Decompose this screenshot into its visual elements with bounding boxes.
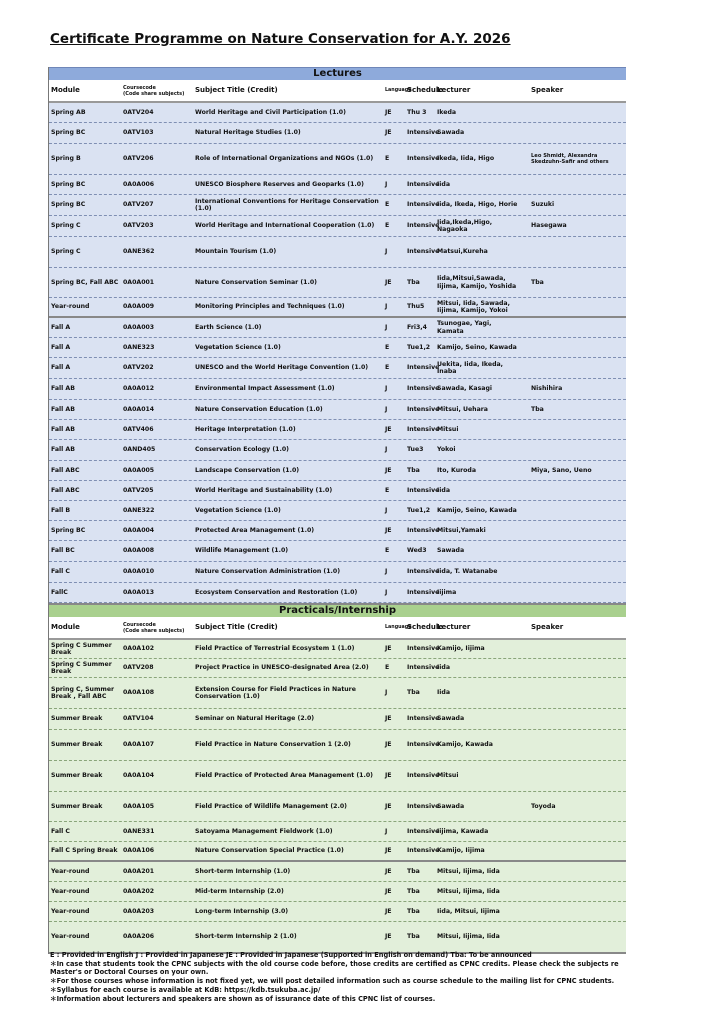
cell-language: JE xyxy=(385,645,392,653)
cell-schedule: Tue1,2 xyxy=(407,343,431,351)
cell-lecturer: Ito, Kuroda xyxy=(437,466,477,474)
cell-code: 0A0A005 xyxy=(123,466,155,474)
cell-language: J xyxy=(385,506,388,514)
cell-code: 0A0A104 xyxy=(123,772,155,780)
col-coursecode: Coursecode (Code share subjects) xyxy=(123,84,185,97)
cell-module: Year-round xyxy=(51,303,90,311)
cell-schedule: Intensive xyxy=(407,155,440,163)
cell-code: 0ATV205 xyxy=(123,486,154,494)
cell-language: E xyxy=(385,486,390,494)
cell-schedule: Thu 3 xyxy=(407,108,427,116)
cell-module: Fall AB xyxy=(51,446,75,454)
cell-language: JE xyxy=(385,933,392,941)
cell-language: JE xyxy=(385,887,392,895)
cell-subject: Mountain Tourism (1.0) xyxy=(195,248,277,256)
cell-lecturer: Mitsui xyxy=(437,772,459,780)
cell-code: 0ATV202 xyxy=(123,364,154,372)
cell-code: 0A0A106 xyxy=(123,847,155,855)
cell-lecturer: Kamijo, Seino, Kawada xyxy=(437,506,517,514)
cell-language: E xyxy=(385,155,390,163)
cell-language: J xyxy=(385,588,388,596)
cell-language: JE xyxy=(385,108,392,116)
cell-module: Fall C xyxy=(51,568,70,576)
cell-module: Year-round xyxy=(51,907,90,915)
cell-language: J xyxy=(385,405,388,413)
cell-lecturer: Iijima xyxy=(437,588,457,596)
cell-language: JE xyxy=(385,867,392,875)
cell-subject: Project Practice in UNESCO-designated Area (2.0) xyxy=(195,664,369,672)
cell-lecturer: Iida, Mitsui, Iijima xyxy=(437,907,500,915)
cell-lecturer: Matsui,Kureha xyxy=(437,248,488,256)
cell-schedule: Intensive xyxy=(407,385,440,393)
cell-module: Fall ABC xyxy=(51,486,80,494)
cell-module: Spring C xyxy=(51,222,81,230)
cell-subject: Field Practice in Nature Conservation 1 (2.0) xyxy=(195,741,351,749)
cell-schedule: Intensive xyxy=(407,568,440,576)
cell-lecturer: Iida xyxy=(437,689,451,697)
cell-code: 0ANE331 xyxy=(123,827,155,835)
cell-schedule: Tba xyxy=(407,907,420,915)
table-row xyxy=(49,659,626,678)
cell-language: J xyxy=(385,303,388,311)
table-row xyxy=(49,730,626,761)
cell-schedule: Tba xyxy=(407,689,420,697)
cell-subject: Field Practice of Wildlife Management (2.0) xyxy=(195,802,347,810)
cell-schedule: Tba xyxy=(407,887,420,895)
cell-schedule: Intensive xyxy=(407,664,440,672)
cell-module: Spring C xyxy=(51,248,81,256)
cell-lecturer: Tsunogae, Yagi, Kamata xyxy=(437,320,492,335)
cell-subject: World Heritage and Civil Participation (1.0) xyxy=(195,108,346,116)
cell-schedule: Tue3 xyxy=(407,446,424,454)
cell-code: 0A0A001 xyxy=(123,278,155,286)
cell-schedule: Intensive xyxy=(407,526,440,534)
lectures-column-header xyxy=(49,80,626,103)
cell-subject: Satoyama Management Fieldwork (1.0) xyxy=(195,827,333,835)
cell-code: 0A0A003 xyxy=(123,323,155,331)
cell-language: J xyxy=(385,180,388,188)
col-speaker: Speaker xyxy=(531,85,564,94)
cell-subject: International Conventions for Heritage Conservation (1.0) xyxy=(195,197,379,212)
cell-module: Fall BC xyxy=(51,547,75,555)
cell-code: 0ATV204 xyxy=(123,108,154,116)
cell-subject: Short-term Internship 2 (1.0) xyxy=(195,933,297,941)
cell-module: Spring B xyxy=(51,155,81,163)
cell-schedule: Tba xyxy=(407,933,420,941)
cell-subject: Natural Heritage Studies (1.0) xyxy=(195,129,301,137)
cell-schedule: Intensive xyxy=(407,715,440,723)
cell-schedule: Intensive xyxy=(407,847,440,855)
cell-language: JE xyxy=(385,802,392,810)
cell-subject: Mid-term Internship (2.0) xyxy=(195,887,284,895)
cell-code: 0A0A008 xyxy=(123,547,155,555)
cell-subject: Nature Conservation Administration (1.0) xyxy=(195,568,341,576)
cell-subject: Earth Science (1.0) xyxy=(195,323,262,331)
table-row xyxy=(49,922,626,954)
table-row xyxy=(49,882,626,902)
cell-language: J xyxy=(385,323,388,331)
cell-module: Fall A xyxy=(51,343,71,351)
cell-module: Fall AB xyxy=(51,405,75,413)
cell-subject: Seminar on Natural Heritage (2.0) xyxy=(195,715,315,723)
cell-code: 0ATV207 xyxy=(123,201,154,209)
cell-lecturer: Sawada xyxy=(437,715,465,723)
cell-language: J xyxy=(385,446,388,454)
table-row xyxy=(49,541,626,562)
cell-lecturer: Kamijo, Kawada xyxy=(437,741,493,749)
cell-lecturer: Mitsui, Iijima, Iida xyxy=(437,933,500,941)
table-row xyxy=(49,420,626,440)
table-row xyxy=(49,862,626,882)
cell-code: 0ANE322 xyxy=(123,506,155,514)
table-row xyxy=(49,195,626,216)
cell-module: Fall A xyxy=(51,323,71,331)
cell-language: JE xyxy=(385,425,392,433)
practicals-body xyxy=(49,640,626,954)
table-row xyxy=(49,379,626,400)
cell-subject: Wildlife Management (1.0) xyxy=(195,547,289,555)
cell-schedule: Intensive xyxy=(407,588,440,596)
cell-language: JE xyxy=(385,741,392,749)
cell-module: Spring BC, Fall ABC xyxy=(51,278,119,286)
col-lecturer: Lecturer xyxy=(437,85,471,94)
cell-language: E xyxy=(385,664,390,672)
table-row xyxy=(49,400,626,420)
cell-module: Spring BC xyxy=(51,526,86,534)
cell-module: Summer Break xyxy=(51,802,103,810)
cell-lecturer: Yokoi xyxy=(437,446,456,454)
cell-lecturer: Kamijo, Seino, Kawada xyxy=(437,343,517,351)
cell-code: 0ATV206 xyxy=(123,155,154,163)
cell-lecturer: Ikeda xyxy=(437,108,457,116)
cell-lecturer: Sawada xyxy=(437,547,465,555)
cell-subject: Vegetation Science (1.0) xyxy=(195,343,281,351)
cell-lecturer: Iida xyxy=(437,486,451,494)
cell-module: Year-round xyxy=(51,867,90,875)
cell-code: 0A0A004 xyxy=(123,526,155,534)
table-row xyxy=(49,902,626,922)
table-row xyxy=(49,298,626,318)
table-row xyxy=(49,521,626,541)
cell-code: 0A0A102 xyxy=(123,645,155,653)
cell-module: Fall A xyxy=(51,364,71,372)
cell-language: E xyxy=(385,343,390,351)
cell-module: Spring BC xyxy=(51,129,86,137)
table-row xyxy=(49,216,626,237)
table-row xyxy=(49,842,626,862)
cell-lecturer: Iida xyxy=(437,664,451,672)
cell-module: Summer Break xyxy=(51,772,103,780)
cell-schedule: Intensive xyxy=(407,405,440,413)
cell-language: J xyxy=(385,827,388,835)
table-row xyxy=(49,562,626,583)
col-lecturer: Lecturer xyxy=(437,622,471,631)
cell-lecturer: Uekita, Iida, Ikeda, Inaba xyxy=(437,360,504,375)
cell-language: E xyxy=(385,201,390,209)
table-row xyxy=(49,761,626,792)
cell-speaker: Tba xyxy=(531,405,544,413)
cell-code: 0A0A014 xyxy=(123,405,155,413)
cell-code: 0A0A201 xyxy=(123,867,155,875)
course-table xyxy=(48,67,626,954)
cell-subject: Role of International Organizations and NGOs (1.0) xyxy=(195,155,374,163)
col-language: Language xyxy=(385,87,412,93)
cell-lecturer: Mitsui,Yamaki xyxy=(437,526,486,534)
cell-schedule: Fri3,4 xyxy=(407,323,427,331)
cell-speaker: Hasegawa xyxy=(531,222,567,230)
cell-schedule: Intensive xyxy=(407,222,440,230)
cell-module: Fall C Spring Break xyxy=(51,847,118,855)
cell-language: JE xyxy=(385,466,392,474)
cell-subject: Landscape Conservation (1.0) xyxy=(195,466,300,474)
cell-speaker: Leo Shmidt, Alexandra Skedzuhn-Safir and others xyxy=(531,152,609,165)
cell-subject: Heritage Interpretation (1.0) xyxy=(195,425,296,433)
cell-subject: Field Practice of Terrestrial Ecosystem 1 (1.0) xyxy=(195,645,355,653)
cell-schedule: Intensive xyxy=(407,741,440,749)
cell-language: JE xyxy=(385,715,392,723)
table-row xyxy=(49,318,626,338)
table-row xyxy=(49,358,626,379)
col-module: Module xyxy=(51,622,80,631)
table-row xyxy=(49,175,626,195)
lectures-body xyxy=(49,103,626,603)
cell-subject: Conservation Ecology (1.0) xyxy=(195,446,289,454)
cell-lecturer: Sawada xyxy=(437,802,465,810)
table-row xyxy=(49,237,626,268)
cell-module: Fall AB xyxy=(51,385,75,393)
cell-subject: World Heritage and Sustainability (1.0) xyxy=(195,486,333,494)
cell-module: Summer Break xyxy=(51,741,103,749)
cell-code: 0A0A009 xyxy=(123,303,155,311)
table-row xyxy=(49,144,626,175)
cell-lecturer: Sawada xyxy=(437,129,465,137)
cell-lecturer: Iida, Ikeda, Higo, Horie xyxy=(437,201,518,209)
cell-language: J xyxy=(385,689,388,697)
cell-lecturer: Mitsui, Iijima, Iida xyxy=(437,867,500,875)
cell-schedule: Tba xyxy=(407,278,420,286)
cell-code: 0A0A010 xyxy=(123,568,155,576)
cell-code: 0A0A203 xyxy=(123,907,155,915)
cell-code: 0A0A013 xyxy=(123,588,155,596)
cell-schedule: Intensive xyxy=(407,364,440,372)
cell-schedule: Intensive xyxy=(407,772,440,780)
cell-code: 0ANE362 xyxy=(123,248,155,256)
cell-code: 0A0A202 xyxy=(123,887,155,895)
cell-language: JE xyxy=(385,129,392,137)
cell-subject: Environmental Impact Assessment (1.0) xyxy=(195,385,335,393)
cell-schedule: Intensive xyxy=(407,129,440,137)
cell-subject: World Heritage and International Cooperation (1.0) xyxy=(195,222,375,230)
table-row xyxy=(49,501,626,521)
cell-subject: Short-term Internship (1.0) xyxy=(195,867,291,875)
cell-code: 0AND405 xyxy=(123,446,156,454)
cell-schedule: Intensive xyxy=(407,486,440,494)
col-subject: Subject Title (Credit) xyxy=(195,622,278,631)
table-row xyxy=(49,461,626,481)
cell-subject: Long-term Internship (3.0) xyxy=(195,907,289,915)
cell-code: 0A0A006 xyxy=(123,180,155,188)
table-row xyxy=(49,338,626,358)
page-title: Certificate Programme on Nature Conservation for A.Y. 2026 xyxy=(50,31,511,47)
col-coursecode: Coursecode (Code share subjects) xyxy=(123,621,185,634)
table-row xyxy=(49,103,626,123)
col-schedule: Schedule xyxy=(407,622,444,631)
cell-code: 0ATV406 xyxy=(123,425,154,433)
cell-language: JE xyxy=(385,847,392,855)
cell-language: E xyxy=(385,222,390,230)
cell-module: Spring C Summer Break xyxy=(51,660,112,675)
table-row xyxy=(49,583,626,603)
table-row xyxy=(49,440,626,461)
cell-lecturer: Sawada, Kasagi xyxy=(437,385,493,393)
cell-module: Fall C xyxy=(51,827,70,835)
table-row xyxy=(49,268,626,298)
footnote-line: E : Provided in English J : Provided in Japanese JE : Provided in Japanese (Supported in English on demand) Tba: To be announced xyxy=(50,951,532,959)
cell-language: E xyxy=(385,364,390,372)
cell-schedule: Intensive xyxy=(407,802,440,810)
footnote-line: ＊For those courses whose information is not fixed yet, we will post detailed information such as course schedule to the mailing list for CPNC students. xyxy=(50,977,615,986)
cell-language: E xyxy=(385,547,390,555)
cell-lecturer: Kamijo, Iijima xyxy=(437,645,485,653)
cell-language: JE xyxy=(385,772,392,780)
cell-code: 0A0A105 xyxy=(123,802,155,810)
practicals-column-header xyxy=(49,617,626,640)
cell-code: 0ATV104 xyxy=(123,715,154,723)
cell-language: J xyxy=(385,568,388,576)
col-module: Module xyxy=(51,85,80,94)
cell-module: Spring C Summer Break xyxy=(51,641,112,656)
cell-lecturer: Ikeda, Iida, Higo xyxy=(437,155,495,163)
cell-subject: Monitoring Principles and Techniques (1.0) xyxy=(195,303,345,311)
cell-subject: Field Practice of Protected Area Management (1.0) xyxy=(195,772,373,780)
table-row xyxy=(49,792,626,822)
footnote-line: ＊In case that students took the CPNC subjects with the old course code before, those credits are certified as CPNC credits. Please check the subjects re xyxy=(50,959,619,968)
cell-module: Spring C, Summer Break , Fall ABC xyxy=(51,685,115,700)
cell-subject: UNESCO Biosphere Reserves and Geoparks (1.0) xyxy=(195,180,364,188)
cell-speaker: Toyoda xyxy=(531,802,556,810)
cell-lecturer: Kamijo, Iijima xyxy=(437,847,485,855)
cell-lecturer: Iida, T. Watanabe xyxy=(437,568,498,576)
table-row xyxy=(49,678,626,709)
practicals-section-header: Practicals/Internship xyxy=(49,603,626,617)
cell-module: Spring BC xyxy=(51,180,86,188)
lectures-section-header: Lectures xyxy=(49,67,626,80)
footnote-line: Master's or Doctoral Courses on your own. xyxy=(50,968,209,977)
col-language: Language xyxy=(385,624,412,630)
cell-schedule: Intensive xyxy=(407,201,440,209)
cell-subject: UNESCO and the World Heritage Convention (1.0) xyxy=(195,364,369,372)
cell-module: Fall ABC xyxy=(51,466,80,474)
cell-lecturer: Iida,Ikeda,Higo, Nagaoka xyxy=(437,218,493,233)
cell-language: JE xyxy=(385,278,392,286)
table-row xyxy=(49,822,626,842)
footnote-line: ＊Information about lecturers and speakers are shown as of issurance date of this CPNC list of courses. xyxy=(50,994,436,1003)
cell-schedule: Tue1,2 xyxy=(407,506,431,514)
cell-language: JE xyxy=(385,526,392,534)
table-row xyxy=(49,123,626,144)
table-row xyxy=(49,640,626,659)
col-speaker: Speaker xyxy=(531,622,564,631)
cell-module: Spring AB xyxy=(51,108,86,116)
cell-language: J xyxy=(385,248,388,256)
cell-module: Summer Break xyxy=(51,715,103,723)
cell-code: 0ATV208 xyxy=(123,664,154,672)
cell-lecturer: Mitsui xyxy=(437,425,459,433)
cell-lecturer: Mitsui, Uehara xyxy=(437,405,488,413)
cell-language: J xyxy=(385,385,388,393)
cell-schedule: Intensive xyxy=(407,645,440,653)
cell-code: 0ANE323 xyxy=(123,343,155,351)
cell-schedule: Intensive xyxy=(407,827,440,835)
cell-lecturer: Mitsui, Iida, Sawada, Iijima, Kamijo, Yokoi xyxy=(437,299,510,314)
cell-speaker: Nishihira xyxy=(531,385,563,393)
cell-subject: Protected Area Management (1.0) xyxy=(195,526,315,534)
cell-code: 0A0A012 xyxy=(123,385,155,393)
cell-lecturer: Iijima, Kawada xyxy=(437,827,489,835)
cell-schedule: Tba xyxy=(407,867,420,875)
cell-subject: Vegetation Science (1.0) xyxy=(195,506,281,514)
cell-schedule: Tba xyxy=(407,466,420,474)
footnotes xyxy=(50,951,724,1003)
cell-module: Year-round xyxy=(51,933,90,941)
cell-module: Spring BC xyxy=(51,201,86,209)
cell-subject: Ecosystem Conservation and Restoration (1.0) xyxy=(195,588,358,596)
cell-lecturer: Mitsui, Iijima, Iida xyxy=(437,887,500,895)
cell-lecturer: Iida xyxy=(437,180,451,188)
cell-schedule: Intensive xyxy=(407,248,440,256)
table-row xyxy=(49,481,626,501)
cell-subject: Nature Conservation Seminar (1.0) xyxy=(195,278,317,286)
table-row xyxy=(49,709,626,730)
cell-speaker: Tba xyxy=(531,278,544,286)
cell-code: 0A0A108 xyxy=(123,689,155,697)
cell-subject: Nature Conservation Education (1.0) xyxy=(195,405,323,413)
cell-speaker: Suzuki xyxy=(531,201,555,209)
cell-schedule: Intensive xyxy=(407,180,440,188)
cell-schedule: Wed3 xyxy=(407,547,427,555)
cell-code: 0A0A206 xyxy=(123,933,155,941)
cell-module: FallC xyxy=(51,588,68,596)
cell-lecturer: Iida,Mitsui,Sawada, Iijima, Kamijo, Yoshida xyxy=(437,275,517,290)
cell-subject: Extension Course for Field Practices in Nature Conservation (1.0) xyxy=(195,685,356,700)
cell-code: 0A0A107 xyxy=(123,741,155,749)
cell-speaker: Miya, Sano, Ueno xyxy=(531,466,592,474)
col-schedule: Schedule xyxy=(407,85,444,94)
cell-schedule: Intensive xyxy=(407,425,440,433)
cell-subject: Nature Conservation Special Practice (1.0) xyxy=(195,847,344,855)
col-subject: Subject Title (Credit) xyxy=(195,85,278,94)
cell-module: Fall B xyxy=(51,506,71,514)
footnote-line: ＊Syllabus for each course is available at KdB: https://kdb.tsukuba.ac.jp/ xyxy=(50,985,321,994)
cell-module: Fall AB xyxy=(51,425,75,433)
cell-module: Year-round xyxy=(51,887,90,895)
cell-code: 0ATV203 xyxy=(123,222,154,230)
cell-code: 0ATV103 xyxy=(123,129,154,137)
cell-schedule: Thu5 xyxy=(407,303,425,311)
cell-language: JE xyxy=(385,907,392,915)
